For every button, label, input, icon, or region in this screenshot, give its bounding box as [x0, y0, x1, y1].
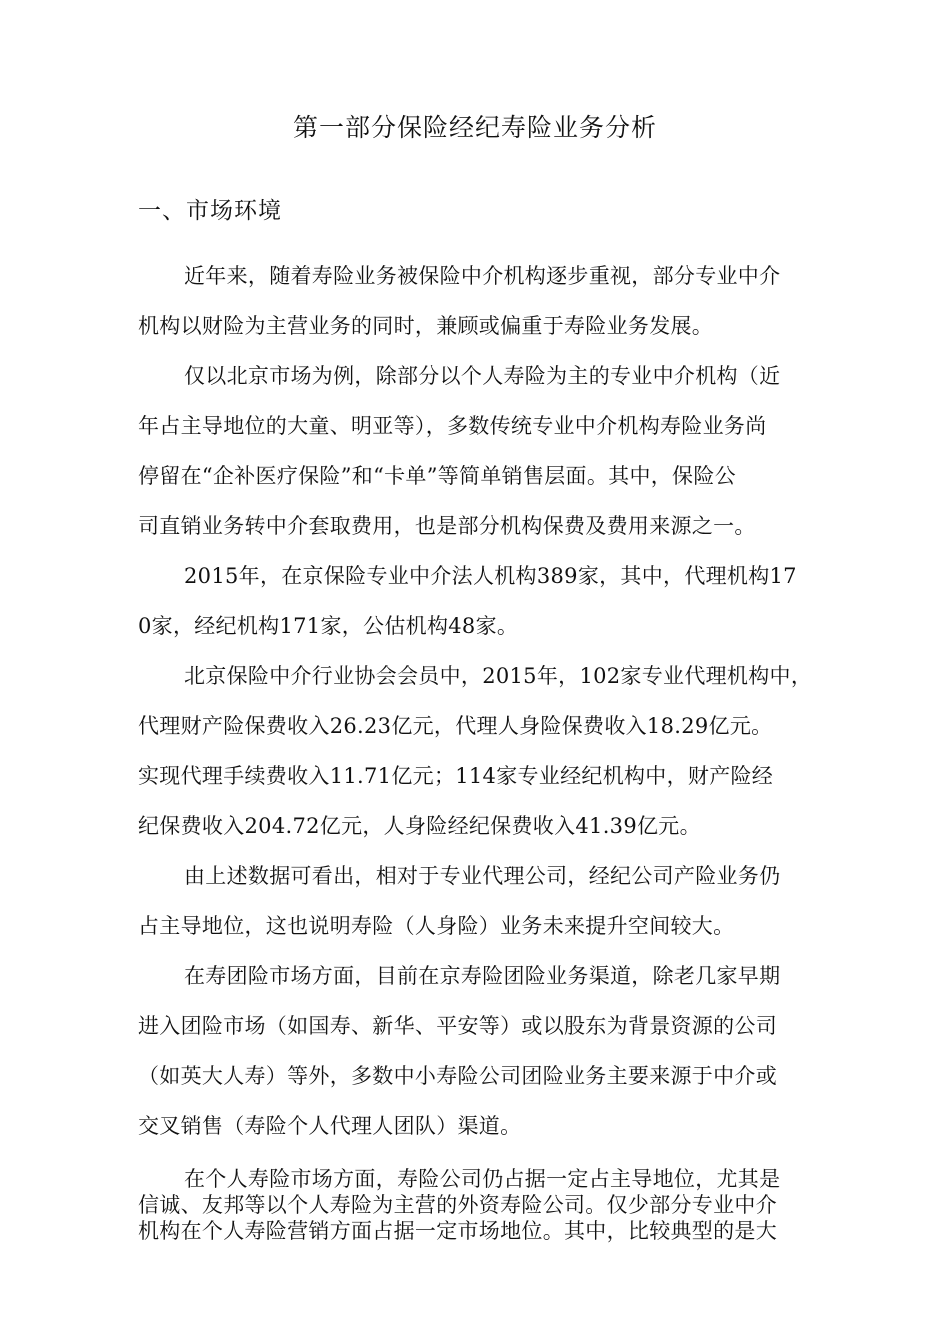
- document-title: 第一部分保险经纪寿险业务分析: [292, 113, 657, 142]
- paragraph-line: 停留在“企补医疗保险”和“卡单”等简单销售层面。其中，保险公: [138, 464, 736, 488]
- paragraph-line: 仅以北京市场为例，除部分以个人寿险为主的专业中介机构（近: [184, 364, 781, 388]
- section-heading: 一、市场环境: [138, 198, 282, 224]
- paragraph-line: 机构以财险为主营业务的同时，兼顾或偏重于寿险业务发展。: [138, 314, 714, 338]
- paragraph-line: 在个人寿险市场方面，寿险公司仍占据一定占主导地位，尤其是: [184, 1167, 781, 1191]
- paragraph-line: 2015年，在京保险专业中介法人机构389家，其中，代理机构17: [184, 564, 797, 588]
- paragraph-line: 纪保费收入204.72亿元，人身险经纪保费收入41.39亿元。: [138, 814, 701, 838]
- paragraph-line: 北京保险中介行业协会会员中，2015年，102家专业代理机构中，: [184, 664, 813, 688]
- paragraph-line: 0家，经纪机构171家，公估机构48家。: [138, 614, 519, 638]
- paragraph-line: 近年来，随着寿险业务被保险中介机构逐步重视，部分专业中介: [184, 264, 781, 288]
- paragraph-line: 交叉销售（寿险个人代理人团队）渠道。: [138, 1114, 522, 1138]
- paragraph-line: 司直销业务转中介套取费用，也是部分机构保费及费用来源之一。: [138, 514, 756, 538]
- paragraph-line: 占主导地位，这也说明寿险（人身险）业务未来提升空间较大。: [138, 914, 735, 938]
- paragraph-line: 信诚、友邦等以个人寿险为主营的外资寿险公司。仅少部分专业中介: [138, 1193, 777, 1217]
- paragraph-line: 由上述数据可看出，相对于专业代理公司，经纪公司产险业务仍: [184, 864, 781, 888]
- paragraph-line: 年占主导地位的大童、明亚等），多数传统专业中介机构寿险业务尚: [138, 414, 767, 438]
- paragraph-line: 进入团险市场（如国寿、新华、平安等）或以股东为背景资源的公司: [138, 1014, 777, 1038]
- paragraph-line: 在寿团险市场方面，目前在京寿险团险业务渠道，除老几家早期: [184, 964, 781, 988]
- paragraph-line: 机构在个人寿险营销方面占据一定市场地位。其中，比较典型的是大: [138, 1219, 777, 1243]
- paragraph-line: 代理财产险保费收入26.23亿元，代理人身险保费收入18.29亿元。: [138, 714, 773, 738]
- paragraph-line: 实现代理手续费收入11.71亿元；114家专业经纪机构中，财产险经: [138, 764, 774, 788]
- paragraph-line: （如英大人寿）等外，多数中小寿险公司团险业务主要来源于中介或: [138, 1064, 777, 1088]
